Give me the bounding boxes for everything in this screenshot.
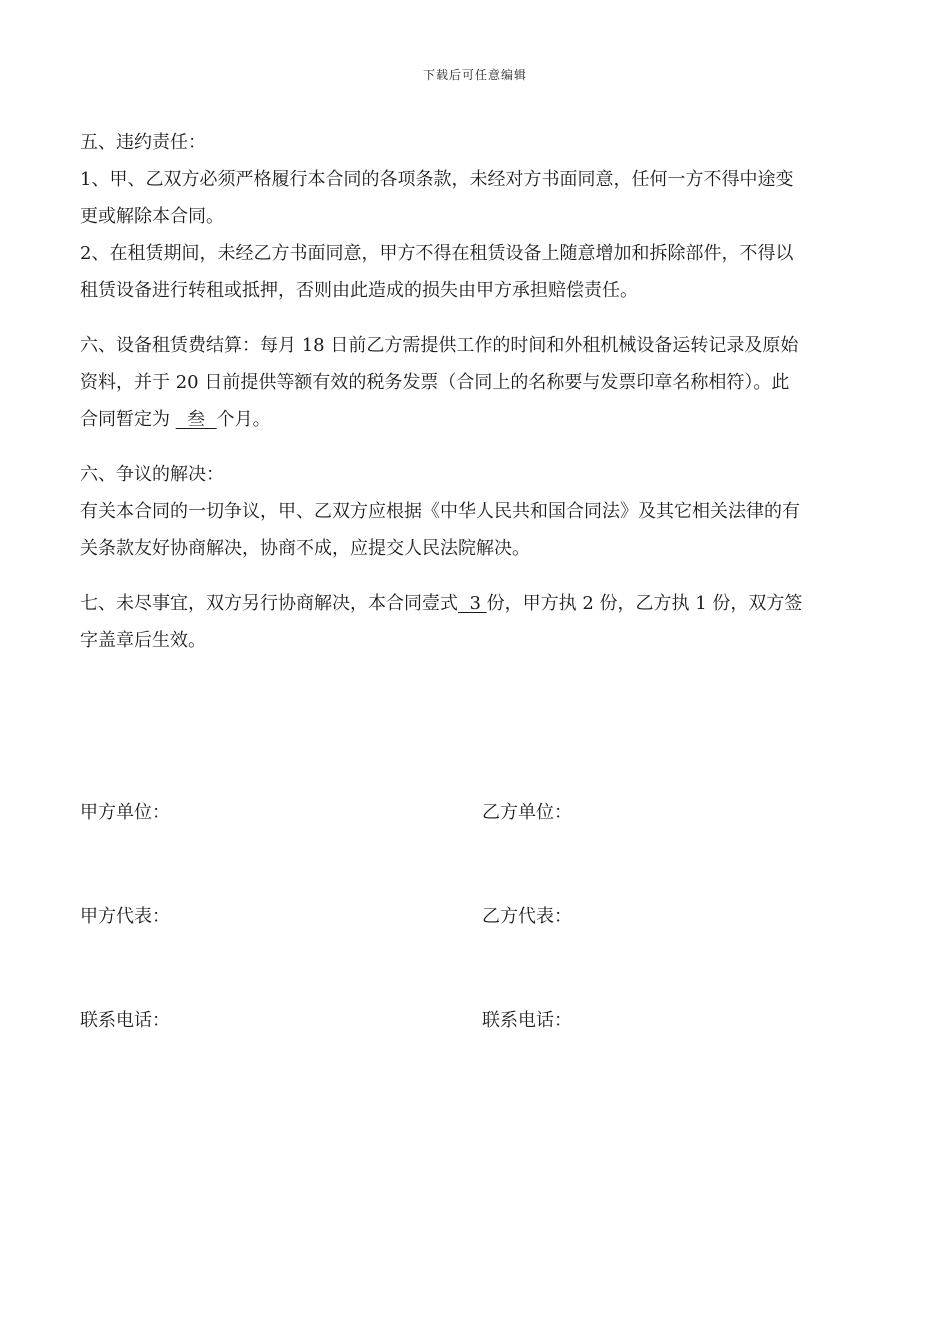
- breach-title: 五、违约责任：: [80, 132, 206, 153]
- dispute-title: 六、争议的解决：: [80, 464, 224, 485]
- misc-line1: [80, 585, 860, 622]
- breach-item2-line1: 2、在租赁期间，未经乙方书面同意，甲方不得在租赁设备上随意增加和拆除部件，不得以: [80, 243, 794, 264]
- copies-value: 3: [458, 593, 487, 614]
- header-note: 下载后可任意编辑: [422, 68, 527, 82]
- party-a-rep-label: 甲方代表：: [80, 906, 170, 927]
- breach-item1-line2: 更或解除本合同。: [80, 206, 224, 227]
- signature-row-unit: [80, 800, 860, 826]
- settlement-line1: 六、设备租赁费结算：每月 18 日前乙方需提供工作的时间和外租机械设备运转记录及原始: [80, 335, 799, 356]
- party-b-phone-label: 联系电话：: [482, 1010, 572, 1031]
- party-a-phone-label: 联系电话：: [80, 1010, 170, 1031]
- settlement-line3-suffix: 个月。: [216, 409, 271, 430]
- spacer: [80, 309, 860, 327]
- breach-item1-line1: 1、甲、乙双方必须严格履行本合同的各项条款，未经对方书面同意，任何一方不得中途变: [80, 169, 794, 190]
- term-months-value: 叁: [175, 409, 217, 430]
- spacer: [80, 567, 860, 585]
- settlement-line2: 资料，并于 20 日前提供等额有效的税务发票（合同上的名称要与发票印章名称相符）。此: [80, 372, 790, 393]
- settlement-line3-prefix: 合同暂定为: [80, 409, 176, 430]
- party-a-unit-label: 甲方单位：: [80, 802, 170, 823]
- dispute-line2: 关条款友好协商解决，协商不成，应提交人民法院解决。: [80, 538, 530, 559]
- signature-row-rep: [80, 904, 860, 930]
- misc-line1-suffix: 份，甲方执 2 份，乙方执 1 份，双方签: [486, 593, 803, 614]
- settlement-line3: [80, 401, 860, 438]
- contract-body: [80, 124, 860, 659]
- party-b-rep-label: 乙方代表：: [482, 906, 572, 927]
- signature-row-phone: [80, 1008, 860, 1034]
- misc-line2: 字盖章后生效。: [80, 630, 206, 651]
- spacer: [80, 438, 860, 456]
- dispute-line1: 有关本合同的一切争议，甲、乙双方应根据《中华人民共和国合同法》及其它相关法律的有: [80, 501, 800, 522]
- party-b-unit-label: 乙方单位：: [482, 802, 572, 823]
- misc-line1-prefix: 七、未尽事宜，双方另行协商解决，本合同壹式: [80, 593, 458, 614]
- breach-item2-line2: 租赁设备进行转租或抵押，否则由此造成的损失由甲方承担赔偿责任。: [80, 280, 638, 301]
